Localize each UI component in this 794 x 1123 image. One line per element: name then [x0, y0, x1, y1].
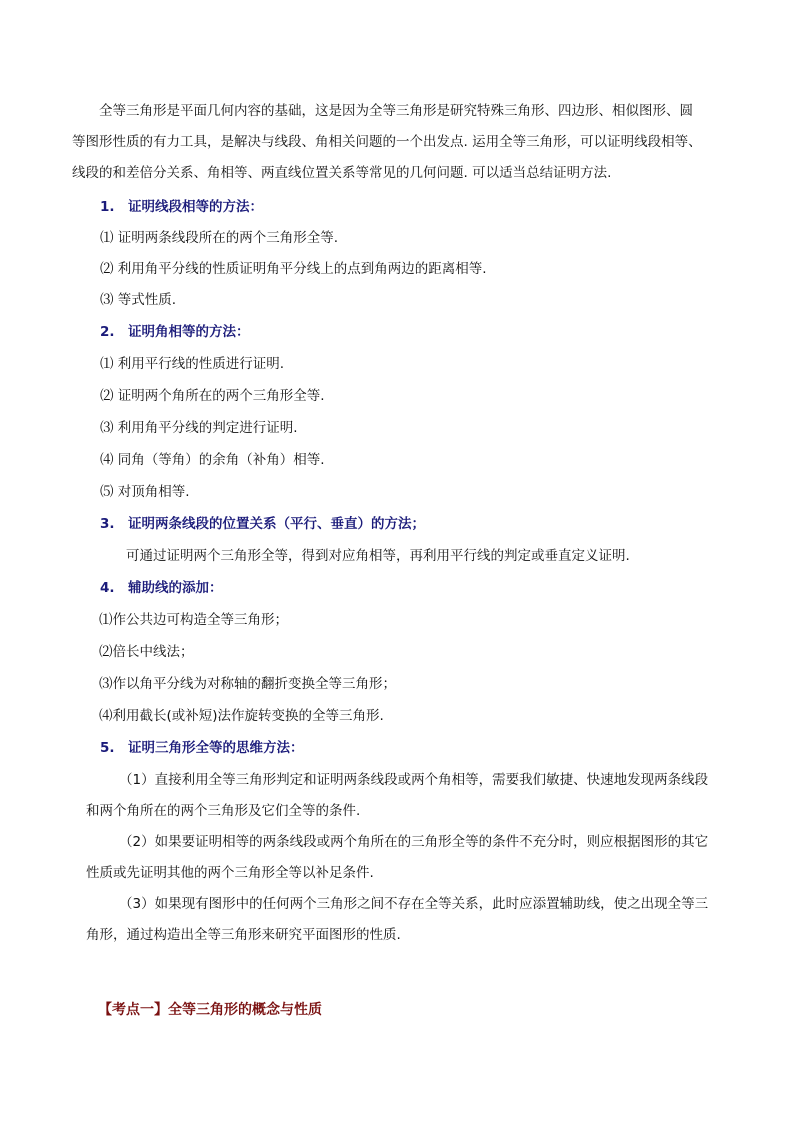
section-title: 证明三角形全等的思维方法：	[128, 740, 304, 756]
kaodian-title: 全等三角形的概念与性质	[168, 1002, 322, 1018]
section-3-body: 可通过证明两个三角形全等，得到对应角相等，再利用平行线的判定或垂直定义证明.	[126, 548, 630, 564]
paragraph-1-line-1: （1）直接利用全等三角形判定和证明两条线段或两个角相等，需要我们敏捷、快速地发现两条线段	[119, 772, 709, 788]
paragraph-3-line-1: （3）如果现有图形中的任何两个三角形之间不存在全等关系，此时应添置辅助线，使之出现全等三	[119, 896, 709, 912]
list-item: ⑶ 等式性质.	[100, 292, 177, 308]
section-title: 证明线段相等的方法：	[128, 199, 263, 215]
section-5-heading	[100, 738, 304, 758]
section-number: 2.	[100, 324, 115, 340]
section-3-heading	[100, 514, 425, 534]
section-number: 1.	[100, 199, 115, 215]
list-item: ⑶作以角平分线为对称轴的翻折变换全等三角形；	[99, 676, 396, 692]
paragraph-2-line-2: 性质或先证明其他的两个三角形全等以补足条件.	[86, 865, 374, 881]
section-number: 3.	[100, 516, 115, 532]
list-item: ⑷利用截长(或补短)法作旋转变换的全等三角形.	[99, 708, 384, 724]
intro-line-1: 全等三角形是平面几何内容的基础，这是因为全等三角形是研究特殊三角形、四边形、相似图形、圆	[99, 103, 693, 119]
list-item: ⑵倍长中线法；	[99, 644, 194, 660]
kaodian-heading	[98, 1000, 322, 1020]
section-title: 证明角相等的方法：	[128, 324, 250, 340]
kaodian-label: 【考点一】	[98, 1002, 168, 1018]
list-item: ⑴ 证明两条线段所在的两个三角形全等.	[100, 230, 339, 246]
section-title: 辅助线的添加：	[128, 580, 223, 596]
paragraph-3-line-2: 角形，通过构造出全等三角形来研究平面图形的性质.	[86, 927, 401, 943]
section-2-heading	[100, 322, 250, 342]
intro-line-2: 等图形性质的有力工具，是解决与线段、角相关问题的一个出发点. 运用全等三角形，可以证明线段相等、	[72, 134, 702, 150]
section-title: 证明两条线段的位置关系（平行、垂直）的方法；	[128, 516, 425, 532]
list-item: ⑵ 利用角平分线的性质证明角平分线上的点到角两边的距离相等.	[100, 261, 487, 277]
section-number: 4.	[100, 580, 115, 596]
list-item: ⑴作公共边可构造全等三角形；	[99, 612, 288, 628]
paragraph-1-line-2: 和两个角所在的两个三角形及它们全等的条件.	[86, 803, 361, 819]
list-item: ⑷ 同角（等角）的余角（补角）相等.	[100, 452, 325, 468]
list-item: ⑸ 对顶角相等.	[100, 484, 190, 500]
list-item: ⑵ 证明两个角所在的两个三角形全等.	[100, 388, 325, 404]
section-1-heading	[100, 197, 263, 217]
list-item: ⑶ 利用角平分线的判定进行证明.	[100, 420, 298, 436]
list-item: ⑴ 利用平行线的性质进行证明.	[100, 356, 285, 372]
paragraph-2-line-1: （2）如果要证明相等的两条线段或两个角所在的三角形全等的条件不充分时，则应根据图形的其它	[119, 834, 709, 850]
intro-line-3: 线段的和差倍分关系、角相等、两直线位置关系等常见的几何问题. 可以适当总结证明方法.	[72, 165, 612, 181]
section-number: 5.	[100, 740, 115, 756]
section-4-heading	[100, 578, 223, 598]
